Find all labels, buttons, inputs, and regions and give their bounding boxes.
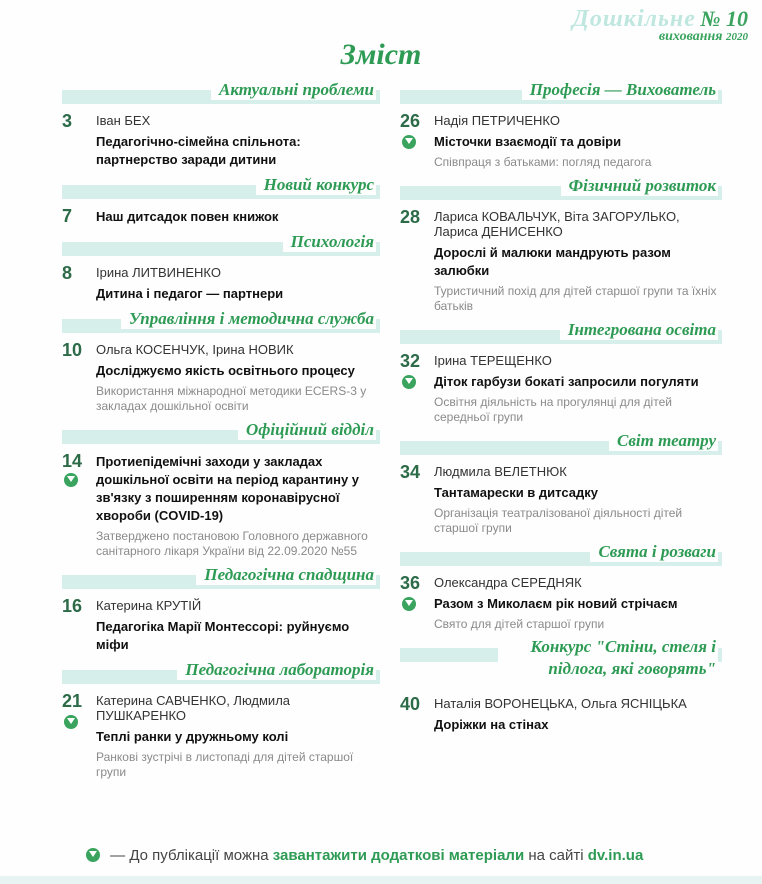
- bottom-strip: [0, 876, 762, 884]
- section-header: [62, 420, 380, 444]
- journal-title: Дошкільне: [572, 6, 696, 32]
- section-title: Фізичний розвиток: [561, 176, 718, 196]
- article-author: Надія ПЕТРИЧЕНКО: [434, 113, 560, 128]
- page-number: 7: [62, 206, 73, 226]
- article-title[interactable]: Досліджуємо якість освітнього процесу: [96, 363, 355, 378]
- download-icon[interactable]: [402, 375, 416, 389]
- download-icon[interactable]: [402, 135, 416, 149]
- article-title[interactable]: Протиепідемічні заходи у закладах дошкільної освіти на період карантину у зв'язку з поширенням коронавірусної хвороби (COVID-19): [96, 454, 360, 523]
- toc-entry[interactable]: [400, 113, 722, 170]
- section-title: Світ театру: [609, 431, 718, 451]
- toc-entry[interactable]: [400, 575, 722, 632]
- article-description: Туристичний похід для дітей старшої групи та їхніх батьків: [434, 284, 717, 313]
- footer-prefix: — До публікації можна: [110, 847, 269, 864]
- page-number: 8: [62, 263, 73, 283]
- section-title: Професія — Вихователь: [522, 80, 718, 100]
- section-title: Інтегрована освіта: [560, 320, 718, 340]
- article-description: Співпраця з батьками: погляд педагога: [434, 155, 652, 169]
- section-title: Конкурс "Стіни, стеля і підлога, які говорять": [498, 636, 718, 680]
- section-title: Педагогічна лабораторія: [177, 660, 376, 680]
- page-number: 10: [62, 340, 83, 360]
- page-number: 40: [400, 694, 421, 714]
- article-title[interactable]: Дитина і педагог — партнери: [96, 286, 284, 301]
- toc-entry[interactable]: [62, 693, 380, 780]
- section-title: Актуальні проблеми: [211, 80, 376, 100]
- article-title[interactable]: Дорослі й малюки мандрують разом залюбки: [434, 245, 671, 278]
- article-title[interactable]: Педагогіка Марії Монтессорі: руйнуємо міфи: [96, 619, 350, 652]
- article-author: Людмила ВЕЛЕТНЮК: [434, 464, 567, 479]
- download-icon[interactable]: [64, 473, 78, 487]
- article-title[interactable]: Діток гарбузи бокаті запросили погуляти: [434, 374, 699, 389]
- article-author: Ірина ТЕРЕЩЕНКО: [434, 353, 552, 368]
- section-header: [400, 431, 722, 455]
- download-icon[interactable]: [64, 715, 78, 729]
- section-title: Психологія: [283, 232, 376, 252]
- section-title: Управління і методична служба: [121, 309, 376, 329]
- article-title[interactable]: Педагогічно-сімейна спільнота: партнерство заради дитини: [96, 134, 301, 167]
- download-note: [86, 846, 643, 864]
- section-title: Свята і розваги: [590, 542, 718, 562]
- article-description: Свято для дітей старшої групи: [434, 617, 605, 631]
- page-number: 34: [400, 462, 421, 482]
- section-title: Новий конкурс: [256, 175, 376, 195]
- section-header: [400, 637, 722, 678]
- issue-number: № 10: [700, 6, 748, 31]
- download-icon: [86, 848, 100, 862]
- section-title: Педагогічна спадщина: [196, 565, 376, 585]
- article-author: Катерина САВЧЕНКО, Людмила ПУШКАРЕНКО: [96, 693, 291, 723]
- section-header: [62, 232, 380, 256]
- toc-entry[interactable]: [62, 453, 380, 559]
- left-column: [62, 80, 380, 796]
- article-title[interactable]: Разом з Миколаєм рік новий стрічаєм: [434, 596, 678, 611]
- toc-entry[interactable]: [62, 342, 380, 414]
- section-header: [400, 176, 722, 200]
- page-number: 3: [62, 111, 73, 131]
- site-link[interactable]: dv.in.ua: [587, 847, 644, 864]
- article-title[interactable]: Теплі ранки у дружньому колі: [96, 729, 289, 744]
- toc-entry[interactable]: [400, 696, 722, 734]
- section-header: [400, 542, 722, 566]
- toc-entry[interactable]: [62, 265, 380, 303]
- issue-year: 2020: [726, 31, 748, 43]
- section-header: [400, 320, 722, 344]
- section-header: [62, 565, 380, 589]
- right-column: [400, 80, 722, 750]
- article-author: Ірина ЛИТВИНЕНКО: [96, 265, 221, 280]
- toc-entry[interactable]: [62, 208, 380, 226]
- article-title[interactable]: Доріжки на стінах: [434, 717, 549, 732]
- article-description: Освітня діяльність на прогулянці для дітей середньої групи: [434, 395, 672, 424]
- toc-entry[interactable]: [400, 464, 722, 536]
- page-number: 14: [62, 451, 83, 471]
- page-number: 36: [400, 573, 421, 593]
- section-header: [62, 660, 380, 684]
- page-title: Зміст: [340, 38, 422, 71]
- article-description: Ранкові зустрічі в листопаді для дітей старшої групи: [96, 750, 354, 779]
- footer-middle: на сайті: [528, 847, 584, 864]
- toc-entry[interactable]: [62, 113, 380, 169]
- article-author: Ольга КОСЕНЧУК, Ірина НОВИК: [96, 342, 294, 357]
- toc-entry[interactable]: [400, 209, 722, 314]
- article-author: Лариса КОВАЛЬЧУК, Віта ЗАГОРУЛЬКО, Лариса ДЕНИСЕНКО: [434, 209, 680, 239]
- article-author: Катерина КРУТІЙ: [96, 598, 202, 613]
- toc-entry[interactable]: [400, 353, 722, 425]
- page-number: 16: [62, 596, 83, 616]
- download-icon[interactable]: [402, 597, 416, 611]
- section-header: [400, 80, 722, 104]
- toc-entry[interactable]: [62, 598, 380, 654]
- article-title[interactable]: Наш дитсадок повен книжок: [96, 209, 279, 224]
- article-description: Затверджено постановою Головного державного санітарного лікаря України від 22.09.2020 №55: [96, 529, 368, 558]
- section-header: [62, 175, 380, 199]
- section-header: [62, 80, 380, 104]
- journal-subtitle: виховання: [658, 29, 723, 44]
- article-author: Наталія ВОРОНЕЦЬКА, Ольга ЯСНІЦЬКА: [434, 696, 687, 711]
- article-title[interactable]: Тантамарески в дитсадку: [434, 485, 598, 500]
- page-number: 28: [400, 207, 421, 227]
- page-number: 32: [400, 351, 421, 371]
- article-author: Іван БЕХ: [96, 113, 151, 128]
- article-description: Використання міжнародної методики ECERS-3 у закладах дошкільної освіти: [96, 384, 367, 413]
- article-author: Олександра СЕРЕДНЯК: [434, 575, 582, 590]
- article-title[interactable]: Місточки взаємодії та довіри: [434, 134, 622, 149]
- section-title: Офіційний відділ: [238, 420, 376, 440]
- download-link[interactable]: завантажити додаткові матеріали: [272, 847, 525, 864]
- page-number: 21: [62, 691, 83, 711]
- page-number: 26: [400, 111, 421, 131]
- section-header: [62, 309, 380, 333]
- article-description: Організація театралізованої діяльності дітей старшої групи: [434, 506, 683, 535]
